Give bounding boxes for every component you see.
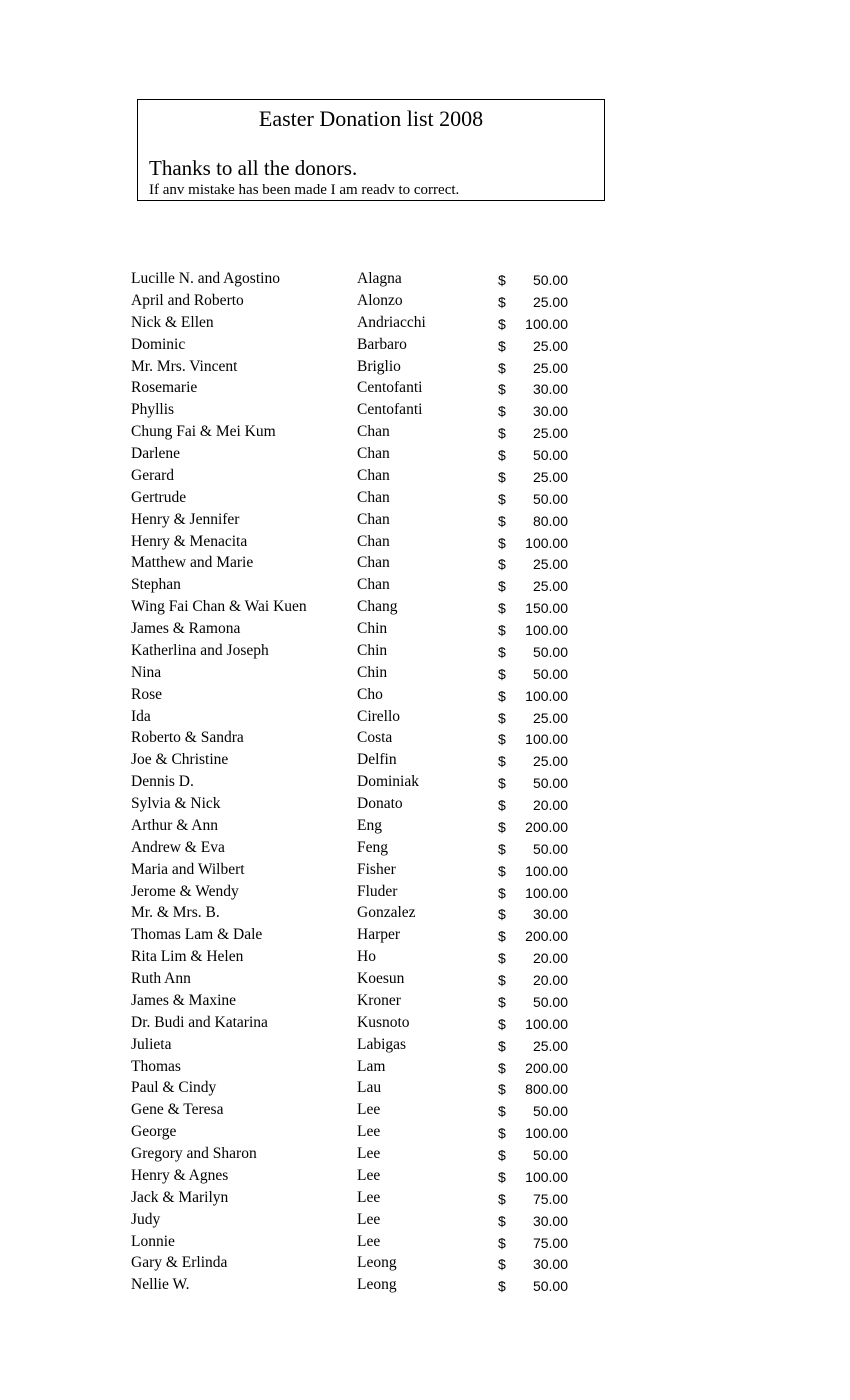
currency-symbol: $: [498, 1103, 506, 1120]
donor-row: [0, 926, 850, 948]
donor-last-name: Delfin: [357, 751, 397, 769]
donor-row: [0, 992, 850, 1014]
donation-amount: 50.00: [532, 272, 568, 288]
donor-last-name: Alagna: [357, 270, 402, 287]
donor-last-name: Donato: [357, 795, 403, 812]
donor-row: [0, 642, 850, 664]
donation-amount: 200.00: [525, 1059, 568, 1076]
donor-row: [0, 970, 850, 992]
donation-amount: 75.00: [532, 1190, 568, 1207]
donation-amount: 50.00: [532, 993, 568, 1010]
currency-symbol: $: [498, 862, 506, 879]
donor-row: [0, 904, 850, 926]
donor-row: [0, 270, 850, 292]
donor-first-name: Henry & Agnes: [131, 1166, 229, 1184]
donor-last-name: Kusnoto: [357, 1013, 410, 1031]
donor-row: [0, 1189, 850, 1211]
currency-symbol: $: [498, 359, 506, 376]
donor-first-name: Mr. & Mrs. B.: [131, 904, 220, 922]
currency-symbol: $: [498, 556, 506, 573]
donation-amount: 100.00: [525, 622, 568, 638]
donor-row: [0, 773, 850, 795]
donor-last-name: Fisher: [357, 860, 396, 878]
donor-last-name: Labigas: [357, 1035, 407, 1053]
donation-amount: 50.00: [532, 840, 568, 857]
donor-first-name: Gerard: [131, 466, 175, 484]
currency-symbol: $: [498, 578, 506, 595]
currency-symbol: $: [498, 906, 506, 923]
donor-first-name: Nick & Ellen: [131, 313, 214, 331]
donor-row: [0, 336, 850, 358]
donation-amount: 200.00: [525, 818, 568, 835]
donor-first-name: Dr. Budi and Katarina: [131, 1013, 268, 1031]
correction-note: If anv mistake has been made I am readv to correct.: [149, 182, 460, 198]
donor-last-name: Dominiak: [357, 773, 419, 791]
donor-last-name: Chan: [357, 445, 390, 462]
donor-row: [0, 664, 850, 686]
donor-row: [0, 795, 850, 817]
donor-first-name: Rita Lim & Helen: [131, 948, 244, 966]
donor-row: [0, 554, 850, 576]
donor-row: [0, 358, 850, 380]
currency-symbol: $: [498, 315, 506, 332]
donation-amount: 100.00: [525, 534, 568, 551]
currency-symbol: $: [498, 381, 506, 398]
currency-symbol: $: [498, 1168, 506, 1185]
donation-amount: 30.00: [532, 1256, 568, 1273]
donation-amount: 20.00: [532, 797, 568, 813]
donor-first-name: Ida: [131, 707, 151, 725]
currency-symbol: $: [498, 993, 506, 1010]
donation-amount: 50.00: [532, 1103, 568, 1120]
currency-symbol: $: [498, 622, 506, 638]
donation-amount: 50.00: [532, 665, 568, 682]
currency-symbol: $: [498, 490, 506, 507]
donor-first-name: Joe & Christine: [131, 751, 229, 769]
donation-amount: 100.00: [525, 731, 568, 748]
donor-last-name: Chan: [357, 554, 390, 572]
donor-last-name: Lee: [357, 1123, 381, 1141]
donor-last-name: Lee: [357, 1101, 381, 1119]
currency-symbol: $: [498, 731, 506, 748]
currency-symbol: $: [498, 1190, 506, 1207]
donor-first-name: Henry & Jennifer: [131, 510, 240, 528]
donor-row: [0, 445, 850, 467]
currency-symbol: $: [498, 709, 506, 726]
donor-row: [0, 751, 850, 773]
donor-row: [0, 839, 850, 861]
donor-row: [0, 401, 850, 423]
donor-first-name: Jack & Marilyn: [131, 1188, 229, 1206]
donor-first-name: Dominic: [131, 335, 186, 353]
donation-amount: 25.00: [532, 1037, 568, 1054]
donor-last-name: Lau: [357, 1079, 382, 1097]
donor-row: [0, 1036, 850, 1058]
donation-amount: 25.00: [532, 753, 568, 770]
donation-amount: 80.00: [532, 512, 568, 529]
donor-last-name: Fluder: [357, 882, 398, 900]
donation-amount: 25.00: [532, 293, 568, 310]
document-title: Easter Donation list 2008: [258, 106, 484, 131]
currency-symbol: $: [498, 403, 506, 420]
donor-row: [0, 511, 850, 533]
donation-amount: 100.00: [525, 315, 568, 332]
donor-first-name: Wing Fai Chan & Wai Kuen: [131, 598, 307, 616]
donation-amount: 100.00: [525, 884, 568, 901]
currency-symbol: $: [498, 468, 506, 485]
donation-amount: 25.00: [532, 337, 568, 354]
donor-last-name: Alonzo: [357, 291, 403, 309]
donor-first-name: Arthur & Ann: [131, 816, 218, 834]
donor-last-name: Feng: [357, 838, 388, 856]
donation-amount: 100.00: [525, 1168, 568, 1185]
donor-last-name: Lee: [357, 1232, 381, 1250]
currency-symbol: $: [498, 797, 506, 813]
donor-row: [0, 1167, 850, 1189]
donor-first-name: Phyllis: [131, 401, 175, 419]
donor-last-name: Koesun: [357, 970, 405, 987]
donor-last-name: Chan: [357, 576, 390, 594]
donor-last-name: Lam: [357, 1057, 386, 1075]
donor-row: [0, 576, 850, 598]
donor-last-name: Andriacchi: [357, 313, 426, 331]
donor-row: [0, 861, 850, 883]
donor-last-name: Lee: [357, 1166, 381, 1184]
currency-symbol: $: [498, 512, 506, 529]
donor-row: [0, 423, 850, 445]
donor-row: [0, 1233, 850, 1255]
donor-row: [0, 883, 850, 905]
donor-last-name: Harper: [357, 926, 401, 944]
donor-row: [0, 948, 850, 970]
currency-symbol: $: [498, 643, 506, 660]
currency-symbol: $: [498, 293, 506, 310]
currency-symbol: $: [498, 534, 506, 551]
donation-amount: 25.00: [532, 556, 568, 573]
donor-row: [0, 1254, 850, 1276]
donor-last-name: Chang: [357, 598, 398, 616]
donor-first-name: Henry & Menacita: [131, 532, 248, 550]
donor-first-name: Maria and Wilbert: [131, 860, 245, 878]
donor-first-name: Darlene: [131, 445, 181, 462]
donation-amount: 75.00: [532, 1234, 568, 1251]
donor-first-name: Stephan: [131, 576, 181, 594]
donation-amount: 20.00: [532, 972, 568, 988]
donor-row: [0, 708, 850, 730]
currency-symbol: $: [498, 840, 506, 857]
currency-symbol: $: [498, 665, 506, 682]
donation-amount: 25.00: [532, 468, 568, 485]
donor-first-name: Jerome & Wendy: [131, 882, 239, 900]
donor-last-name: Gonzalez: [357, 904, 416, 922]
donor-first-name: Chung Fai & Mei Kum: [131, 423, 276, 441]
currency-symbol: $: [498, 1212, 506, 1229]
donor-last-name: Cirello: [357, 707, 401, 725]
donation-amount: 25.00: [532, 709, 568, 726]
donor-last-name: Chan: [357, 532, 390, 550]
donor-first-name: Katherlina and Joseph: [131, 641, 269, 659]
donation-amount: 100.00: [525, 862, 568, 879]
donor-last-name: Chin: [357, 663, 388, 681]
donation-amount: 50.00: [532, 643, 568, 660]
donor-last-name: Lee: [357, 1145, 381, 1162]
donor-row: [0, 1058, 850, 1080]
donor-row: [0, 598, 850, 620]
donor-last-name: Eng: [357, 816, 382, 834]
donor-first-name: Judy: [131, 1210, 161, 1228]
donor-last-name: Ho: [357, 948, 376, 966]
donor-last-name: Briglio: [357, 357, 401, 375]
donor-first-name: Mr. Mrs. Vincent: [131, 357, 238, 375]
currency-symbol: $: [498, 775, 506, 792]
donation-amount: 200.00: [525, 928, 568, 945]
donor-first-name: Matthew and Marie: [131, 554, 254, 572]
donor-first-name: Nellie W.: [131, 1276, 190, 1294]
donation-amount: 800.00: [525, 1081, 568, 1098]
donor-last-name: Lee: [357, 1188, 381, 1206]
currency-symbol: $: [498, 272, 506, 288]
donor-row: [0, 1145, 850, 1167]
donor-row: [0, 817, 850, 839]
currency-symbol: $: [498, 1256, 506, 1273]
donor-first-name: Gregory and Sharon: [131, 1145, 257, 1162]
currency-symbol: $: [498, 1125, 506, 1142]
donor-list: [0, 270, 850, 1298]
donor-row: [0, 1211, 850, 1233]
donor-last-name: Chan: [357, 510, 390, 528]
donation-amount: 30.00: [532, 403, 568, 420]
currency-symbol: $: [498, 337, 506, 354]
donation-amount: 30.00: [532, 906, 568, 923]
donor-last-name: Costa: [357, 729, 393, 747]
currency-symbol: $: [498, 425, 506, 442]
donor-last-name: Chan: [357, 466, 390, 484]
donor-first-name: Gary & Erlinda: [131, 1254, 228, 1272]
donor-last-name: Barbaro: [357, 335, 407, 353]
donor-last-name: Leong: [357, 1254, 397, 1272]
donor-last-name: Cho: [357, 685, 383, 703]
thanks-message: Thanks to all the donors.: [149, 156, 358, 180]
currency-symbol: $: [498, 1059, 506, 1076]
donation-amount: 30.00: [532, 1212, 568, 1229]
donor-row: [0, 1276, 850, 1298]
currency-symbol: $: [498, 1081, 506, 1098]
donor-row: [0, 314, 850, 336]
donation-amount: 20.00: [532, 950, 568, 967]
currency-symbol: $: [498, 1278, 506, 1295]
donor-first-name: Rose: [131, 685, 162, 703]
donor-first-name: Thomas Lam & Dale: [131, 926, 263, 944]
donor-last-name: Leong: [357, 1276, 397, 1294]
donor-last-name: Lee: [357, 1210, 381, 1228]
donation-amount: 30.00: [532, 381, 568, 398]
donation-amount: 50.00: [532, 1147, 568, 1163]
currency-symbol: $: [498, 447, 506, 463]
donor-row: [0, 620, 850, 642]
donor-row: [0, 1101, 850, 1123]
donor-first-name: April and Roberto: [131, 291, 244, 309]
donor-last-name: Centofanti: [357, 379, 423, 397]
donation-amount: 25.00: [532, 425, 568, 442]
donor-row: [0, 379, 850, 401]
currency-symbol: $: [498, 950, 506, 967]
donor-row: [0, 292, 850, 314]
donation-amount: 50.00: [532, 1278, 568, 1295]
header-box: [137, 99, 605, 201]
donor-row: [0, 686, 850, 708]
donation-amount: 25.00: [532, 359, 568, 376]
donor-last-name: Chin: [357, 641, 388, 659]
donor-row: [0, 1123, 850, 1145]
donor-row: [0, 467, 850, 489]
donor-first-name: James & Ramona: [131, 620, 241, 637]
donation-amount: 50.00: [532, 447, 568, 463]
donor-last-name: Kroner: [357, 991, 401, 1009]
donor-row: [0, 489, 850, 511]
donor-first-name: George: [131, 1123, 177, 1141]
currency-symbol: $: [498, 753, 506, 770]
donor-first-name: Nina: [131, 663, 162, 681]
donor-row: [0, 1079, 850, 1101]
donor-first-name: Sylvia & Nick: [131, 795, 221, 812]
donor-first-name: Dennis D.: [131, 773, 194, 791]
donation-amount: 150.00: [525, 600, 568, 617]
donor-last-name: Centofanti: [357, 401, 423, 419]
donor-first-name: Lonnie: [131, 1232, 175, 1250]
donor-first-name: Andrew & Eva: [131, 838, 225, 856]
donor-last-name: Chan: [357, 423, 390, 441]
currency-symbol: $: [498, 884, 506, 901]
donation-amount: 50.00: [532, 490, 568, 507]
donation-amount: 100.00: [525, 687, 568, 704]
donor-first-name: Paul & Cindy: [131, 1079, 217, 1097]
currency-symbol: $: [498, 600, 506, 617]
currency-symbol: $: [498, 1147, 506, 1163]
currency-symbol: $: [498, 1234, 506, 1251]
donor-first-name: Julieta: [131, 1035, 172, 1053]
donation-amount: 100.00: [525, 1125, 568, 1142]
donor-last-name: Chin: [357, 620, 388, 637]
currency-symbol: $: [498, 818, 506, 835]
donor-first-name: Lucille N. and Agostino: [131, 270, 280, 287]
donor-last-name: Chan: [357, 488, 390, 506]
donor-row: [0, 1014, 850, 1036]
currency-symbol: $: [498, 1015, 506, 1032]
currency-symbol: $: [498, 687, 506, 704]
donation-amount: 50.00: [532, 775, 568, 792]
donor-first-name: Thomas: [131, 1057, 181, 1075]
currency-symbol: $: [498, 972, 506, 988]
donation-amount: 25.00: [532, 578, 568, 595]
currency-symbol: $: [498, 1037, 506, 1054]
currency-symbol: $: [498, 928, 506, 945]
donor-first-name: Ruth Ann: [131, 970, 191, 987]
donor-first-name: Gertrude: [131, 488, 187, 506]
donor-first-name: Rosemarie: [131, 379, 198, 397]
donor-row: [0, 729, 850, 751]
donor-first-name: Gene & Teresa: [131, 1101, 224, 1119]
donation-amount: 100.00: [525, 1015, 568, 1032]
donor-row: [0, 533, 850, 555]
donor-first-name: James & Maxine: [131, 991, 237, 1009]
donor-first-name: Roberto & Sandra: [131, 729, 244, 747]
